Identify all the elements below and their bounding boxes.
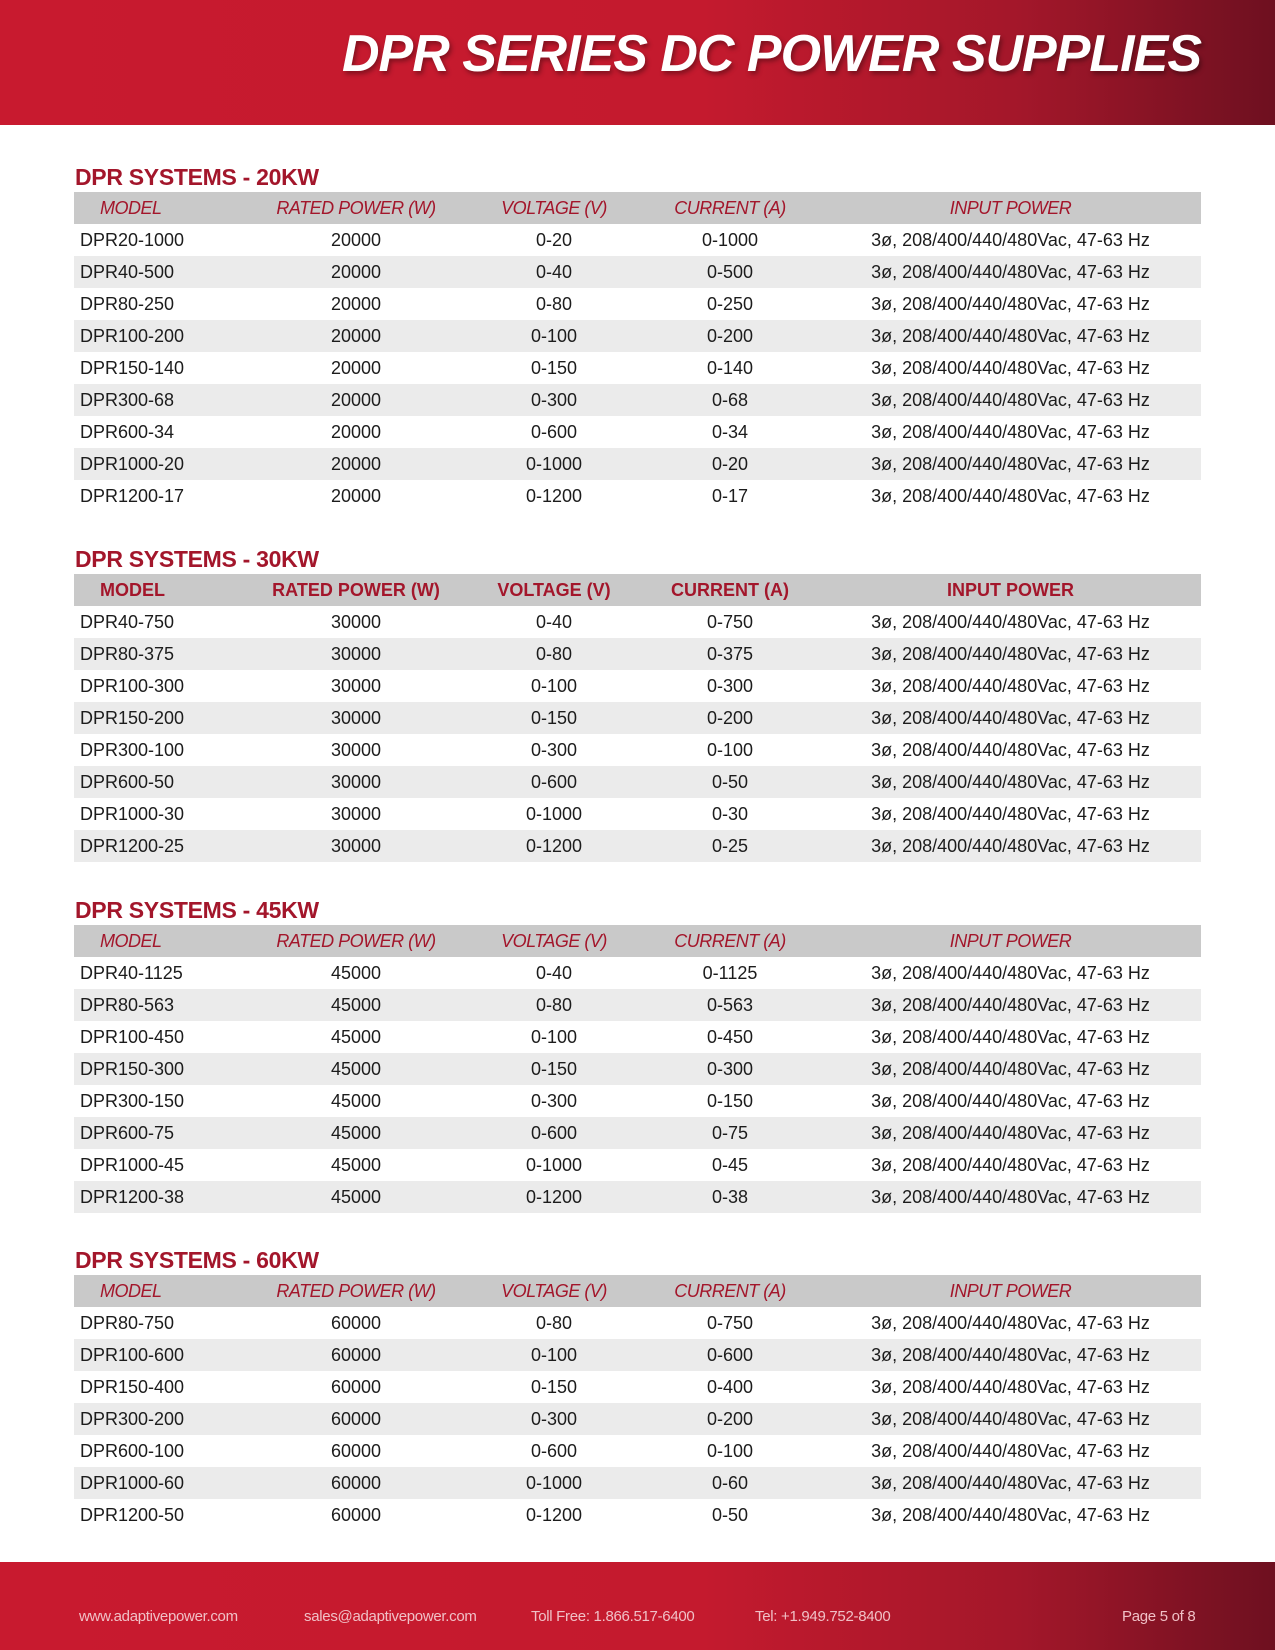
column-header: VOLTAGE (V) [468,1275,640,1307]
table-row [74,1181,1201,1213]
table-row [74,1435,1201,1467]
table-cell: 45000 [330,962,382,983]
table-cell: 0-300 [706,675,754,696]
table-cell: 0-100 [530,675,578,696]
table-cell: DPR300-200 [74,1403,244,1435]
table-cell: DPR1200-25 [74,830,244,862]
column-header: VOLTAGE (V) [468,574,640,606]
table-cell: DPR100-600 [74,1339,244,1371]
table-cell: DPR150-200 [74,702,244,734]
table-cell: 3ø, 208/400/440/480Vac, 47-63 Hz [820,989,1201,1021]
table-cell: 0-80 [468,638,640,670]
table-cell: 0-400 [706,1376,754,1397]
table-cell: 0-600 [530,1440,578,1461]
column-header: RATED POWER (W) [244,1275,468,1307]
table-cell: 3ø, 208/400/440/480Vac, 47-63 Hz [871,1026,1150,1047]
column-header: VOLTAGE (V) [468,925,640,957]
table-cell: 0-17 [711,485,749,506]
column-header: RATED POWER (W) [244,925,468,957]
table-row [74,830,1201,862]
table-cell: DPR40-1125 [80,962,183,983]
table-row [74,256,1201,288]
table-cell: 30000 [330,675,382,696]
table-cell: 0-34 [711,421,749,442]
table-cell: 0-1125 [702,962,758,983]
table-cell: 3ø, 208/400/440/480Vac, 47-63 Hz [820,448,1201,480]
table-cell: 0-150 [468,702,640,734]
table-cell: DPR1200-38 [74,1181,244,1213]
table-row [74,1085,1201,1117]
table-cell: DPR80-750 [80,1312,175,1333]
table-cell: 0-563 [640,989,820,1021]
table-cell: 30000 [330,611,382,632]
footer-toll-free: Toll Free: 1.866.517-6400 [531,1608,695,1625]
table-cell: DPR80-563 [74,989,244,1021]
table-cell: 0-25 [640,830,820,862]
table-cell: 0-1200 [468,830,640,862]
table-cell: 60000 [244,1467,468,1499]
table-cell: 3ø, 208/400/440/480Vac, 47-63 Hz [820,830,1201,862]
table-cell: 3ø, 208/400/440/480Vac, 47-63 Hz [871,803,1150,824]
page-header [0,0,1275,125]
table-cell: 3ø, 208/400/440/480Vac, 47-63 Hz [871,357,1150,378]
table-cell: 0-1200 [525,1504,583,1525]
table-row [74,352,1201,384]
table-cell: 3ø, 208/400/440/480Vac, 47-63 Hz [871,421,1150,442]
table-cell: 3ø, 208/400/440/480Vac, 47-63 Hz [820,256,1201,288]
table-cell: 0-300 [640,1053,820,1085]
table-cell: 20000 [330,421,382,442]
table-cell: 3ø, 208/400/440/480Vac, 47-63 Hz [871,1154,1150,1175]
footer-email-link[interactable]: sales@adaptivepower.com [304,1608,477,1625]
section-45kw [74,896,1201,1213]
spec-table [74,192,1201,512]
table-cell: 60000 [244,1339,468,1371]
table-row [74,320,1201,352]
table-cell: 0-600 [468,766,640,798]
section-title: DPR SYSTEMS - 45KW [75,897,319,923]
table-row [74,1149,1201,1181]
table-cell: DPR80-250 [80,293,175,314]
table-cell: 0-40 [535,611,573,632]
table-row [74,1467,1201,1499]
table-cell: 30000 [330,739,382,760]
table-cell: DPR1000-45 [80,1154,185,1175]
table-row [74,224,1201,256]
section-title: DPR SYSTEMS - 60KW [75,1247,319,1273]
table-cell: DPR1000-60 [74,1467,244,1499]
table-cell: 20000 [330,229,382,250]
table-header-row [74,925,1201,957]
table-cell: 3ø, 208/400/440/480Vac, 47-63 Hz [820,638,1201,670]
table-cell: 0-100 [706,739,754,760]
table-cell: 45000 [244,1181,468,1213]
table-row [74,798,1201,830]
table-cell: 60000 [244,1403,468,1435]
spec-table [74,925,1201,1213]
section-30kw [74,545,1201,862]
table-cell: 60000 [330,1504,382,1525]
table-cell: 45000 [330,1026,382,1047]
table-cell: DPR1200-17 [80,485,185,506]
table-cell: 3ø, 208/400/440/480Vac, 47-63 Hz [871,739,1150,760]
table-row [74,1053,1201,1085]
column-header: INPUT POWER [820,192,1201,224]
table-cell: DPR100-450 [80,1026,185,1047]
page-footer [0,1562,1275,1650]
table-row [74,480,1201,512]
table-cell: 3ø, 208/400/440/480Vac, 47-63 Hz [820,1403,1201,1435]
table-cell: 0-150 [530,1376,578,1397]
table-cell: 0-30 [711,803,749,824]
table-row [74,670,1201,702]
table-cell: 0-150 [530,357,578,378]
column-header: VOLTAGE (V) [468,192,640,224]
table-cell: 20000 [244,256,468,288]
table-cell: 0-600 [468,1117,640,1149]
table-row [74,1499,1201,1531]
table-row [74,448,1201,480]
table-cell: 60000 [330,1440,382,1461]
table-cell: 0-600 [640,1339,820,1371]
table-cell: 0-200 [640,320,820,352]
table-cell: 3ø, 208/400/440/480Vac, 47-63 Hz [871,485,1150,506]
table-cell: 3ø, 208/400/440/480Vac, 47-63 Hz [820,702,1201,734]
table-cell: 45000 [330,1090,382,1111]
table-row [74,989,1201,1021]
table-cell: DPR1000-30 [80,803,185,824]
column-header: CURRENT (A) [640,1275,820,1307]
table-cell: 3ø, 208/400/440/480Vac, 47-63 Hz [871,675,1150,696]
table-cell: 3ø, 208/400/440/480Vac, 47-63 Hz [820,1181,1201,1213]
table-row [74,1307,1201,1339]
table-cell: DPR150-400 [80,1376,185,1397]
table-cell: DPR150-300 [74,1053,244,1085]
table-cell: 0-100 [530,1026,578,1047]
footer-website-link[interactable]: www.adaptivepower.com [79,1608,238,1625]
table-row [74,734,1201,766]
table-cell: 0-200 [640,702,820,734]
table-header-row [74,192,1201,224]
table-cell: DPR300-150 [80,1090,185,1111]
table-row [74,638,1201,670]
table-cell: DPR150-140 [80,357,185,378]
table-cell: 0-150 [706,1090,754,1111]
table-cell: DPR300-100 [80,739,185,760]
table-cell: 30000 [244,766,468,798]
table-cell: 3ø, 208/400/440/480Vac, 47-63 Hz [820,1339,1201,1371]
table-cell: 0-20 [535,229,573,250]
table-cell: 0-68 [640,384,820,416]
table-row [74,416,1201,448]
footer-page-number: Page 5 of 8 [1122,1608,1196,1625]
table-cell: 0-200 [640,1403,820,1435]
footer-tel: Tel: +1.949.752-8400 [755,1608,891,1625]
table-cell: DPR600-75 [74,1117,244,1149]
spec-table [74,574,1201,862]
table-cell: 0-450 [706,1026,754,1047]
table-cell: DPR600-50 [74,766,244,798]
table-row [74,288,1201,320]
table-row [74,1021,1201,1053]
table-cell: 0-750 [706,611,754,632]
table-cell: 3ø, 208/400/440/480Vac, 47-63 Hz [871,1312,1150,1333]
table-cell: 0-300 [468,384,640,416]
page-title: DPR SERIES DC POWER SUPPLIES [341,25,1201,83]
table-cell: 3ø, 208/400/440/480Vac, 47-63 Hz [820,384,1201,416]
table-cell: 20000 [244,448,468,480]
table-cell: 0-1200 [525,485,583,506]
table-cell: 0-750 [706,1312,754,1333]
table-cell: 0-1000 [468,448,640,480]
table-cell: 20000 [330,357,382,378]
table-cell: 30000 [244,638,468,670]
table-row [74,1371,1201,1403]
table-cell: 20000 [244,320,468,352]
table-cell: 0-140 [706,357,754,378]
table-cell: 0-1000 [525,1154,583,1175]
table-cell: 45000 [330,1154,382,1175]
table-cell: 0-50 [711,1504,749,1525]
table-cell: 3ø, 208/400/440/480Vac, 47-63 Hz [871,962,1150,983]
table-cell: 30000 [244,830,468,862]
table-cell: 0-100 [468,320,640,352]
table-header-row [74,1275,1201,1307]
table-cell: 20000 [330,293,382,314]
table-cell: 0-75 [640,1117,820,1149]
table-row [74,606,1201,638]
table-cell: 3ø, 208/400/440/480Vac, 47-63 Hz [820,1117,1201,1149]
section-title: DPR SYSTEMS - 30KW [75,546,319,572]
table-cell: 0-80 [535,1312,573,1333]
table-cell: 0-1000 [525,803,583,824]
table-cell: DPR100-300 [80,675,185,696]
table-header-row [74,574,1201,606]
table-cell: 30000 [244,702,468,734]
column-header: MODEL [74,925,244,957]
table-cell: DPR80-375 [74,638,244,670]
table-cell: 3ø, 208/400/440/480Vac, 47-63 Hz [871,1090,1150,1111]
column-header: RATED POWER (W) [244,192,468,224]
table-cell: 0-1200 [468,1181,640,1213]
table-cell: 45000 [244,1117,468,1149]
table-cell: 0-1000 [468,1467,640,1499]
table-cell: 3ø, 208/400/440/480Vac, 47-63 Hz [871,1376,1150,1397]
table-cell: 0-50 [640,766,820,798]
table-row [74,1403,1201,1435]
column-header: MODEL [74,1275,244,1307]
table-cell: DPR20-1000 [80,229,185,250]
table-cell: DPR40-750 [80,611,175,632]
table-cell: 0-80 [535,293,573,314]
table-cell: 45000 [244,1053,468,1085]
table-cell: 60000 [330,1312,382,1333]
table-cell: DPR600-34 [80,421,175,442]
table-cell: 20000 [244,384,468,416]
table-cell: 3ø, 208/400/440/480Vac, 47-63 Hz [820,1053,1201,1085]
table-cell: 0-20 [640,448,820,480]
table-cell: 45000 [244,989,468,1021]
table-cell: 0-60 [640,1467,820,1499]
table-cell: 0-500 [640,256,820,288]
table-cell: 3ø, 208/400/440/480Vac, 47-63 Hz [820,1467,1201,1499]
column-header: CURRENT (A) [640,574,820,606]
table-cell: 3ø, 208/400/440/480Vac, 47-63 Hz [820,320,1201,352]
table-cell: 0-38 [640,1181,820,1213]
table-cell: 3ø, 208/400/440/480Vac, 47-63 Hz [871,1440,1150,1461]
section-20kw [74,163,1201,512]
column-header: MODEL [74,574,244,606]
table-cell: 60000 [330,1376,382,1397]
table-cell: 0-375 [640,638,820,670]
section-title: DPR SYSTEMS - 20KW [75,164,319,190]
table-cell: 0-300 [468,1403,640,1435]
table-cell: 3ø, 208/400/440/480Vac, 47-63 Hz [871,1504,1150,1525]
table-cell: 0-250 [706,293,754,314]
table-cell: 0-1000 [701,229,759,250]
section-60kw [74,1246,1201,1531]
table-cell: 30000 [330,803,382,824]
table-cell: 3ø, 208/400/440/480Vac, 47-63 Hz [871,293,1150,314]
column-header: RATED POWER (W) [244,574,468,606]
table-cell: 0-300 [530,1090,578,1111]
table-row [74,1117,1201,1149]
table-row [74,702,1201,734]
table-cell: DPR300-68 [74,384,244,416]
table-cell: 0-40 [535,962,573,983]
table-row [74,1339,1201,1371]
table-row [74,957,1201,989]
table-row [74,766,1201,798]
table-cell: 3ø, 208/400/440/480Vac, 47-63 Hz [871,229,1150,250]
table-cell: 0-600 [530,421,578,442]
table-cell: 0-300 [530,739,578,760]
column-header: CURRENT (A) [640,925,820,957]
table-cell: 0-100 [706,1440,754,1461]
spec-table [74,1275,1201,1531]
column-header: MODEL [74,192,244,224]
table-cell: DPR100-200 [74,320,244,352]
table-cell: 3ø, 208/400/440/480Vac, 47-63 Hz [820,766,1201,798]
table-cell: 0-150 [468,1053,640,1085]
column-header: INPUT POWER [820,925,1201,957]
table-cell: DPR1200-50 [80,1504,185,1525]
table-cell: DPR600-100 [80,1440,185,1461]
column-header: CURRENT (A) [640,192,820,224]
table-cell: 0-80 [468,989,640,1021]
column-header: INPUT POWER [820,574,1201,606]
table-cell: 0-40 [468,256,640,288]
table-cell: 0-100 [468,1339,640,1371]
table-cell: 20000 [330,485,382,506]
table-cell: 3ø, 208/400/440/480Vac, 47-63 Hz [871,611,1150,632]
table-cell: 0-45 [711,1154,749,1175]
table-row [74,384,1201,416]
table-cell: DPR1000-20 [74,448,244,480]
table-cell: DPR40-500 [74,256,244,288]
column-header: INPUT POWER [820,1275,1201,1307]
